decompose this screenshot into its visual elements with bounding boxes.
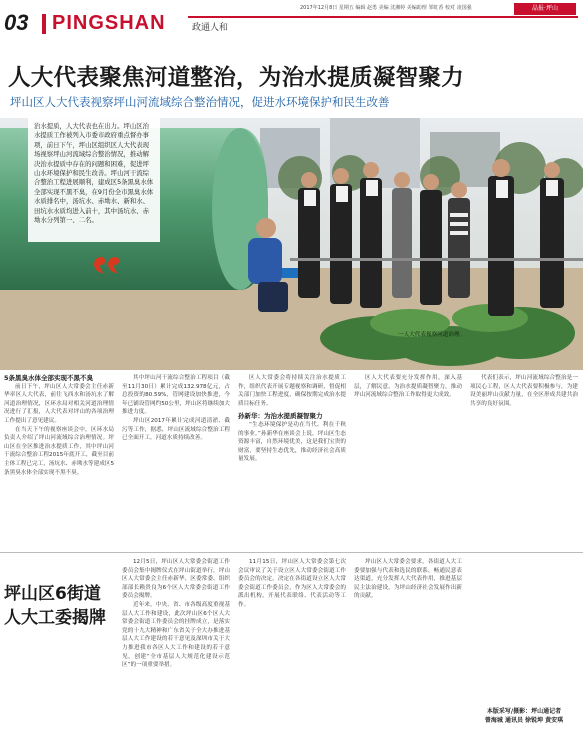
article1-subhead-2: 孙新华：为治水提质凝智聚力 — [238, 412, 323, 421]
quote-mark-icon — [92, 255, 122, 277]
article-divider — [0, 552, 583, 553]
article2-column-2 — [238, 558, 346, 748]
article2-credit — [470, 708, 578, 725]
article1-column-1 — [4, 374, 114, 552]
page-number: 03 — [4, 10, 29, 35]
article2-paragraph: 12月5日，坪山区人大常委会街道工作委员会集中揭牌仪式在坪山街道举行，坪山区人大常委会主任赤新华、区委常委、组织部部长赖贵良为6个区人大常委会街道工作委员会揭牌。 — [122, 559, 230, 600]
article1-paragraph: 在当天下午的视察座谈会中，区环水局负责人介绍了坪山河流域综合治理情况。坪山区在全区推进治水提质工作，其中坪山河干流综合整治工程2015年底开工，截至目前主体工程已完工，汤坑水、赤坳水等建成区5条黑臭水体全部实现不黑不臭。 — [4, 426, 114, 476]
section-bar — [42, 14, 46, 34]
article1-paragraph: 坪山区2017年累计完成河道清淤、截污等工作，据悉，坪山区流域综合整治工程已全面开工，河道水质持续改善。 — [122, 417, 230, 442]
headline: 人大代表聚焦河道整治，为治水提质凝智聚力 — [8, 65, 465, 91]
article1-column-5 — [470, 374, 578, 552]
article2-paragraph: 近年来，中央、省、市各级高度重视基层人大工作和建设，此次坪山区6个区人大常委会街道工作委员会的挂牌成立，是落实党的十九大精神和广东省关于全大办推进基层人大工作建设的若干意见及深圳市关于大力推进我市各区人大工作和建设的若干意见，创建“全市基层人大规范化建设示范区”的一项重要举措。 — [122, 601, 230, 669]
article1-paragraph: 代表们表示，坪山河流域综合整治是一项民心工程，区人大代表要积极参与，为建设美丽坪山贡献力量，在全区形成共建共治共享的良好氛围。 — [470, 375, 578, 407]
article1-paragraph: 其中坪山河干流综合整治工程项目（截至11月30日）累计完成132.978亿元，占总投资的80.59%，管网建设加快推进，今年已铺设管网约50公里，坪山区将继续加大推进力度。 — [122, 375, 230, 416]
article1-subhead-1: 5条黑臭水体全部实现不黑不臭 — [4, 374, 94, 382]
newspaper-logo: 晶报·坪山 — [514, 3, 576, 15]
article2-column-4 — [470, 558, 578, 748]
issue-meta: 2017年12月8日 星期五 编辑 赵勇 美编 沈湘婷 美编助理 邹虹香 校对 凌国强 — [300, 5, 472, 11]
article2-paragraph: 坪山区人大常委会要求，各街道人大工委要加强与代表和选民的联系，畅通民意表达渠道，充分发挥人大代表作用，推进基层民主法治建设，为坪山经济社会发展作出新的贡献。 — [354, 559, 462, 600]
photo-caption: 一人大代表视察河道治理。 — [398, 332, 466, 338]
lead-paragraph: 治水提质，人大代表也在出力。坪山区治水提质工作被列入市委市政府重点督办事项，前日下午，坪山区组织区人大代表现场视察坪山河流域综合整治情况，推动解决治水提质中存在的问题和困难，促进坪山水环境保护和民生改善。坪山河干流综合整治工程进展顺利，建成区5条黑臭水体全部实现不黑不臭，在9月份全市黑臭水体水质排名中，汤坑水、赤坳水、新和水、田坑水水质均进入前十，其中汤坑水、赤坳水分列第一、二名。 — [34, 122, 154, 225]
article1-paragraph: “生态环境保护是功在当代、利在千秋的事业。”孙新华在座谈会上说，坪山区生态资源丰富，自然环境优美，这是我们宝贵的财富，要坚持生态优先，推动经济社会高质量发展。 — [238, 421, 346, 463]
credit-line-1: 本版采写/摄影：坪山通记者 — [486, 708, 562, 715]
section-name: PINGSHAN — [52, 12, 166, 34]
article2-column-1 — [122, 558, 230, 748]
credit-line-2: 曾海城 通讯员 徐锐坤 黄安琪 — [484, 716, 564, 724]
article2-paragraph: 11月15日，坪山区人大常委会第七次会议审议了关于设立区人大常委会街道工作委员会的决定，决定在各街道设立区人大常委会街道工作委员会，作为区人大常委会的派出机构，开展代表联络、代表活动等工作。 — [238, 559, 346, 608]
article2-headline-line1: 坪山区6街道 — [4, 584, 101, 604]
article1-paragraph: 前日下午，坪山区人大常委会主任赤新华率区人大代表，前往飞西水和汤坑水了解河道治理情况，区环水局对相关河道治理情况进行了汇报，人大代表对坪山的各项治理工作提出了意见建议。 — [4, 383, 114, 424]
page-header — [0, 0, 583, 44]
article1-column-3 — [238, 374, 346, 552]
article1-paragraph: 区人大代表要充分发挥作用，深入基层，了解民意，为治水提质凝智聚力，推动坪山河流域综合整治工作取得更大成效。 — [354, 375, 462, 399]
article1-column-2 — [122, 374, 230, 552]
header-rule — [188, 16, 578, 18]
article1-paragraph: 区人大常委会将持续关注治水提质工作，组织代表开展专题视察和调研，督促相关部门加快工程进度，确保按期完成治水提质目标任务。 — [238, 375, 346, 407]
article2-headline-line2: 人大工委揭牌 — [4, 608, 106, 628]
column-name: 政通人和 — [192, 23, 229, 33]
article1-column-4 — [354, 374, 462, 552]
article2-column-3 — [354, 558, 462, 748]
article2-headline — [4, 582, 106, 630]
subheadline: 坪山区人大代表视察坪山河流域综合整治情况，促进水环境保护和民生改善 — [10, 95, 390, 109]
